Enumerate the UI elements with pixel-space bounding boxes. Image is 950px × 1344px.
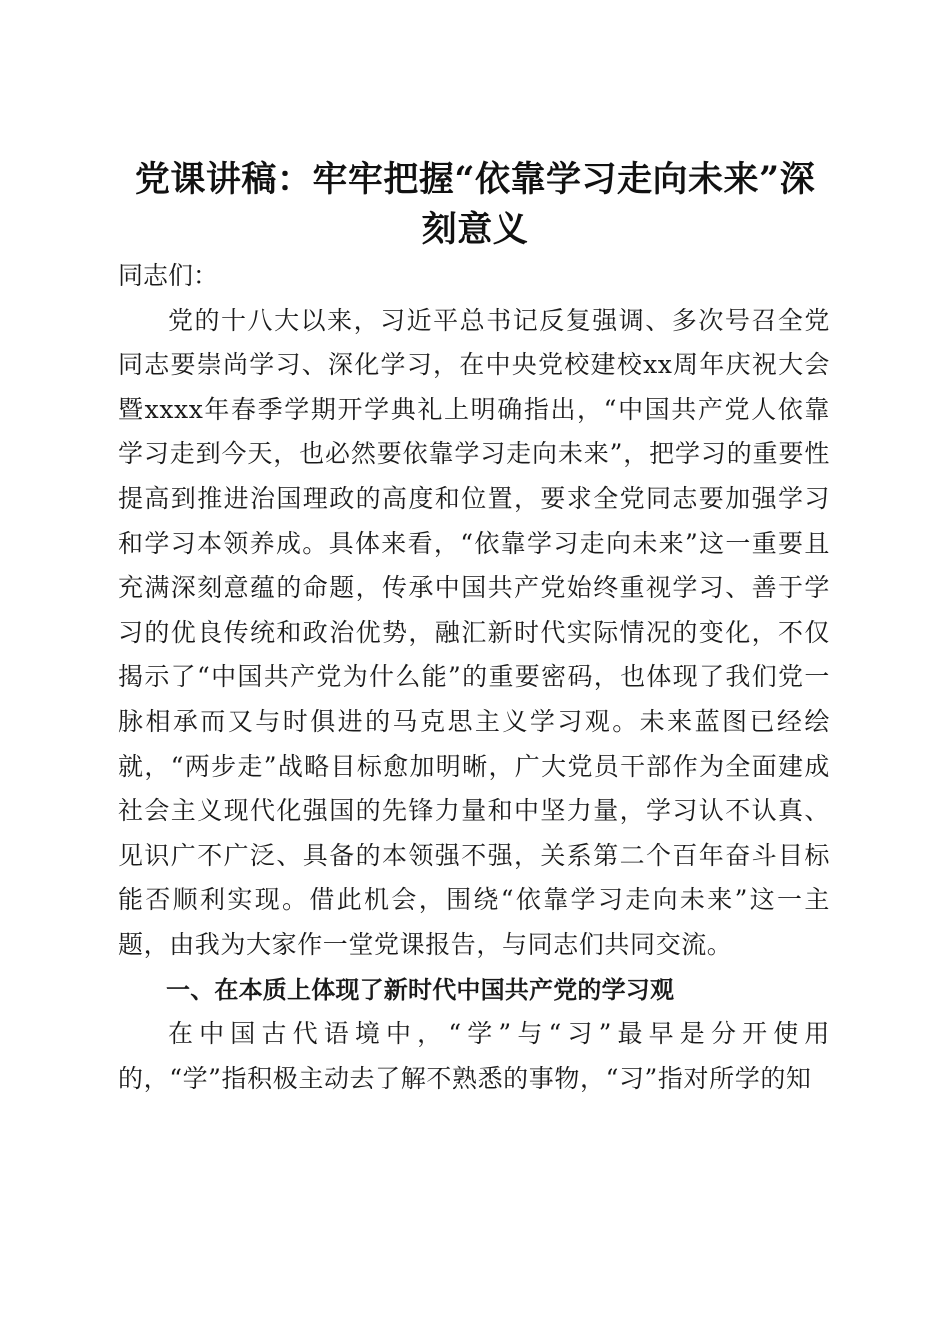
title-line-1: 党课讲稿：牢牢把握“依靠学习走向未来”深 <box>134 159 816 201</box>
section-heading-1: 一、在本质上体现了新时代中国共产党的学习观 <box>166 975 675 1004</box>
salutation: 同志们： <box>118 261 219 290</box>
paragraph-section-1: 在中国古代语境中，“学”与“习”最早是分开使用的，“学”指积极主动去了解不熟悉的事物，“习”指对所学的知 <box>118 1019 830 1093</box>
document-body <box>118 254 830 1101</box>
paragraph-intro: 党的十八大以来，习近平总书记反复强调、多次号召全党同志要崇尚学习、深化学习，在中央党校建校xx周年庆祝大会暨xxxx年春季学期开学典礼上明确指出，“中国共产党人依靠学习走到今天，也必然要依靠学习走向未来”，把学习的重要性提高到推进治国理政的高度和位置，要求全党同志要加强学习和学习本领养成。具体来看，“依靠学习走向未来”这一重要且充满深刻意蕴的命题，传承中国共产党始终重视学习、善于学习的优良传统和政治优势，融汇新时代实际情况的变化，不仅揭示了“中国共产党为什么能”的重要密码，也体现了我们党一脉相承而又与时俱进的马克思主义学习观。未来蓝图已经绘就，“两步走”战略目标愈加明晰，广大党员干部作为全面建成社会主义现代化强国的先锋力量和中坚力量，学习认不认真、见识广不广泛、具备的本领强不强，关系第二个百年奋斗目标能否顺利实现。借此机会，围绕“依靠学习走向未来”这一主题，由我为大家作一堂党课报告，与同志们共同交流。 <box>118 305 830 959</box>
page-title <box>115 155 835 255</box>
title-line-2: 刻意义 <box>421 209 529 251</box>
